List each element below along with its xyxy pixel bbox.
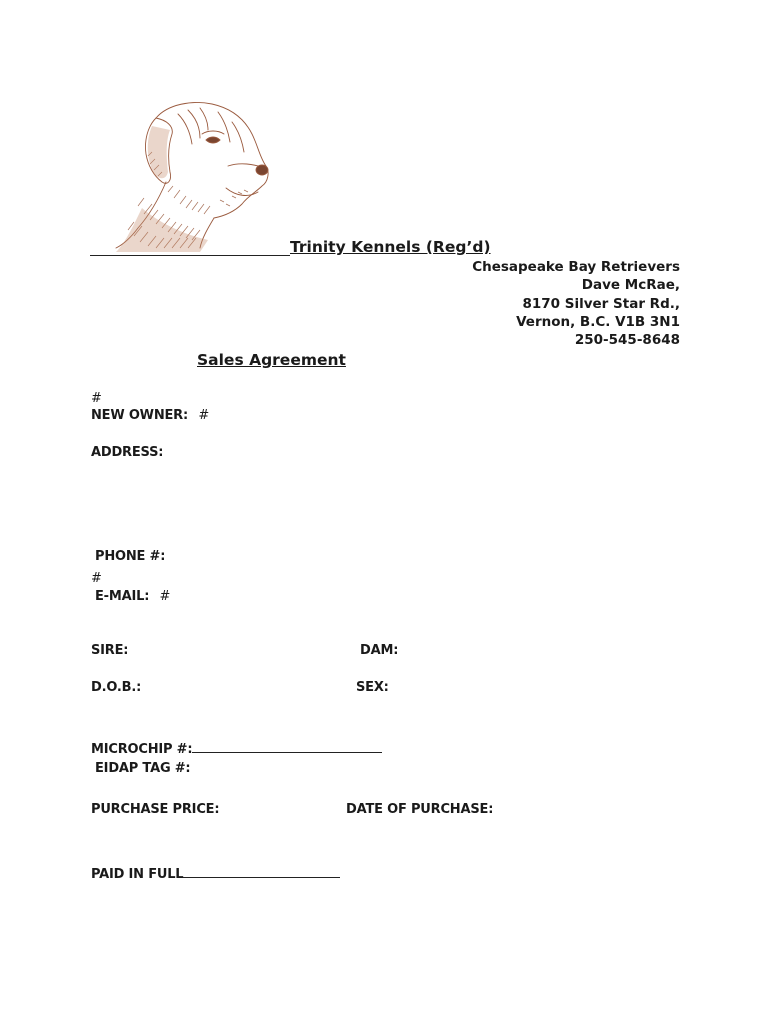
hash-mark: # xyxy=(198,408,210,423)
phone-label: PHONE #: xyxy=(95,549,166,564)
email-field xyxy=(95,589,170,604)
chesapeake-retriever-sketch-image xyxy=(108,96,280,252)
sex-label: SEX: xyxy=(356,680,389,695)
microchip-field xyxy=(91,740,382,757)
address-line-breed: Chesapeake Bay Retrievers xyxy=(472,259,680,275)
title-underline-rule xyxy=(90,255,290,256)
microchip-blank-line xyxy=(192,740,382,753)
address-line-street: 8170 Silver Star Rd., xyxy=(522,295,680,312)
paid-in-full-field xyxy=(91,865,340,882)
new-owner-field xyxy=(91,408,209,423)
sire-label: SIRE: xyxy=(91,643,129,658)
address-line-owner: Dave McRae, xyxy=(581,277,680,294)
purchase-price-label: PURCHASE PRICE: xyxy=(91,802,220,817)
dob-label: D.O.B.: xyxy=(91,680,142,695)
hash-mark: # xyxy=(91,391,102,406)
address-label: ADDRESS: xyxy=(91,445,164,460)
date-of-purchase-label: DATE OF PURCHASE: xyxy=(346,802,494,817)
sales-agreement-heading: Sales Agreement xyxy=(197,351,346,369)
address-line-city: Vernon, B.C. V1B 3N1 xyxy=(516,313,680,330)
paid-in-full-blank-line xyxy=(183,865,340,878)
eidap-tag-label: EIDAP TAG #: xyxy=(95,761,191,776)
new-owner-label: NEW OWNER: xyxy=(91,408,188,423)
paid-in-full-label: PAID IN FULL xyxy=(91,867,184,882)
microchip-label: MICROCHIP #: xyxy=(91,742,193,757)
kennel-address-block xyxy=(472,258,680,349)
hash-mark: # xyxy=(159,589,171,604)
hash-mark: # xyxy=(91,571,102,586)
email-label: E-MAIL: xyxy=(95,589,150,604)
address-line-phone: 250-545-8648 xyxy=(574,332,680,349)
dam-label: DAM: xyxy=(360,643,399,658)
kennel-title: Trinity Kennels (Reg’d) xyxy=(290,238,491,256)
